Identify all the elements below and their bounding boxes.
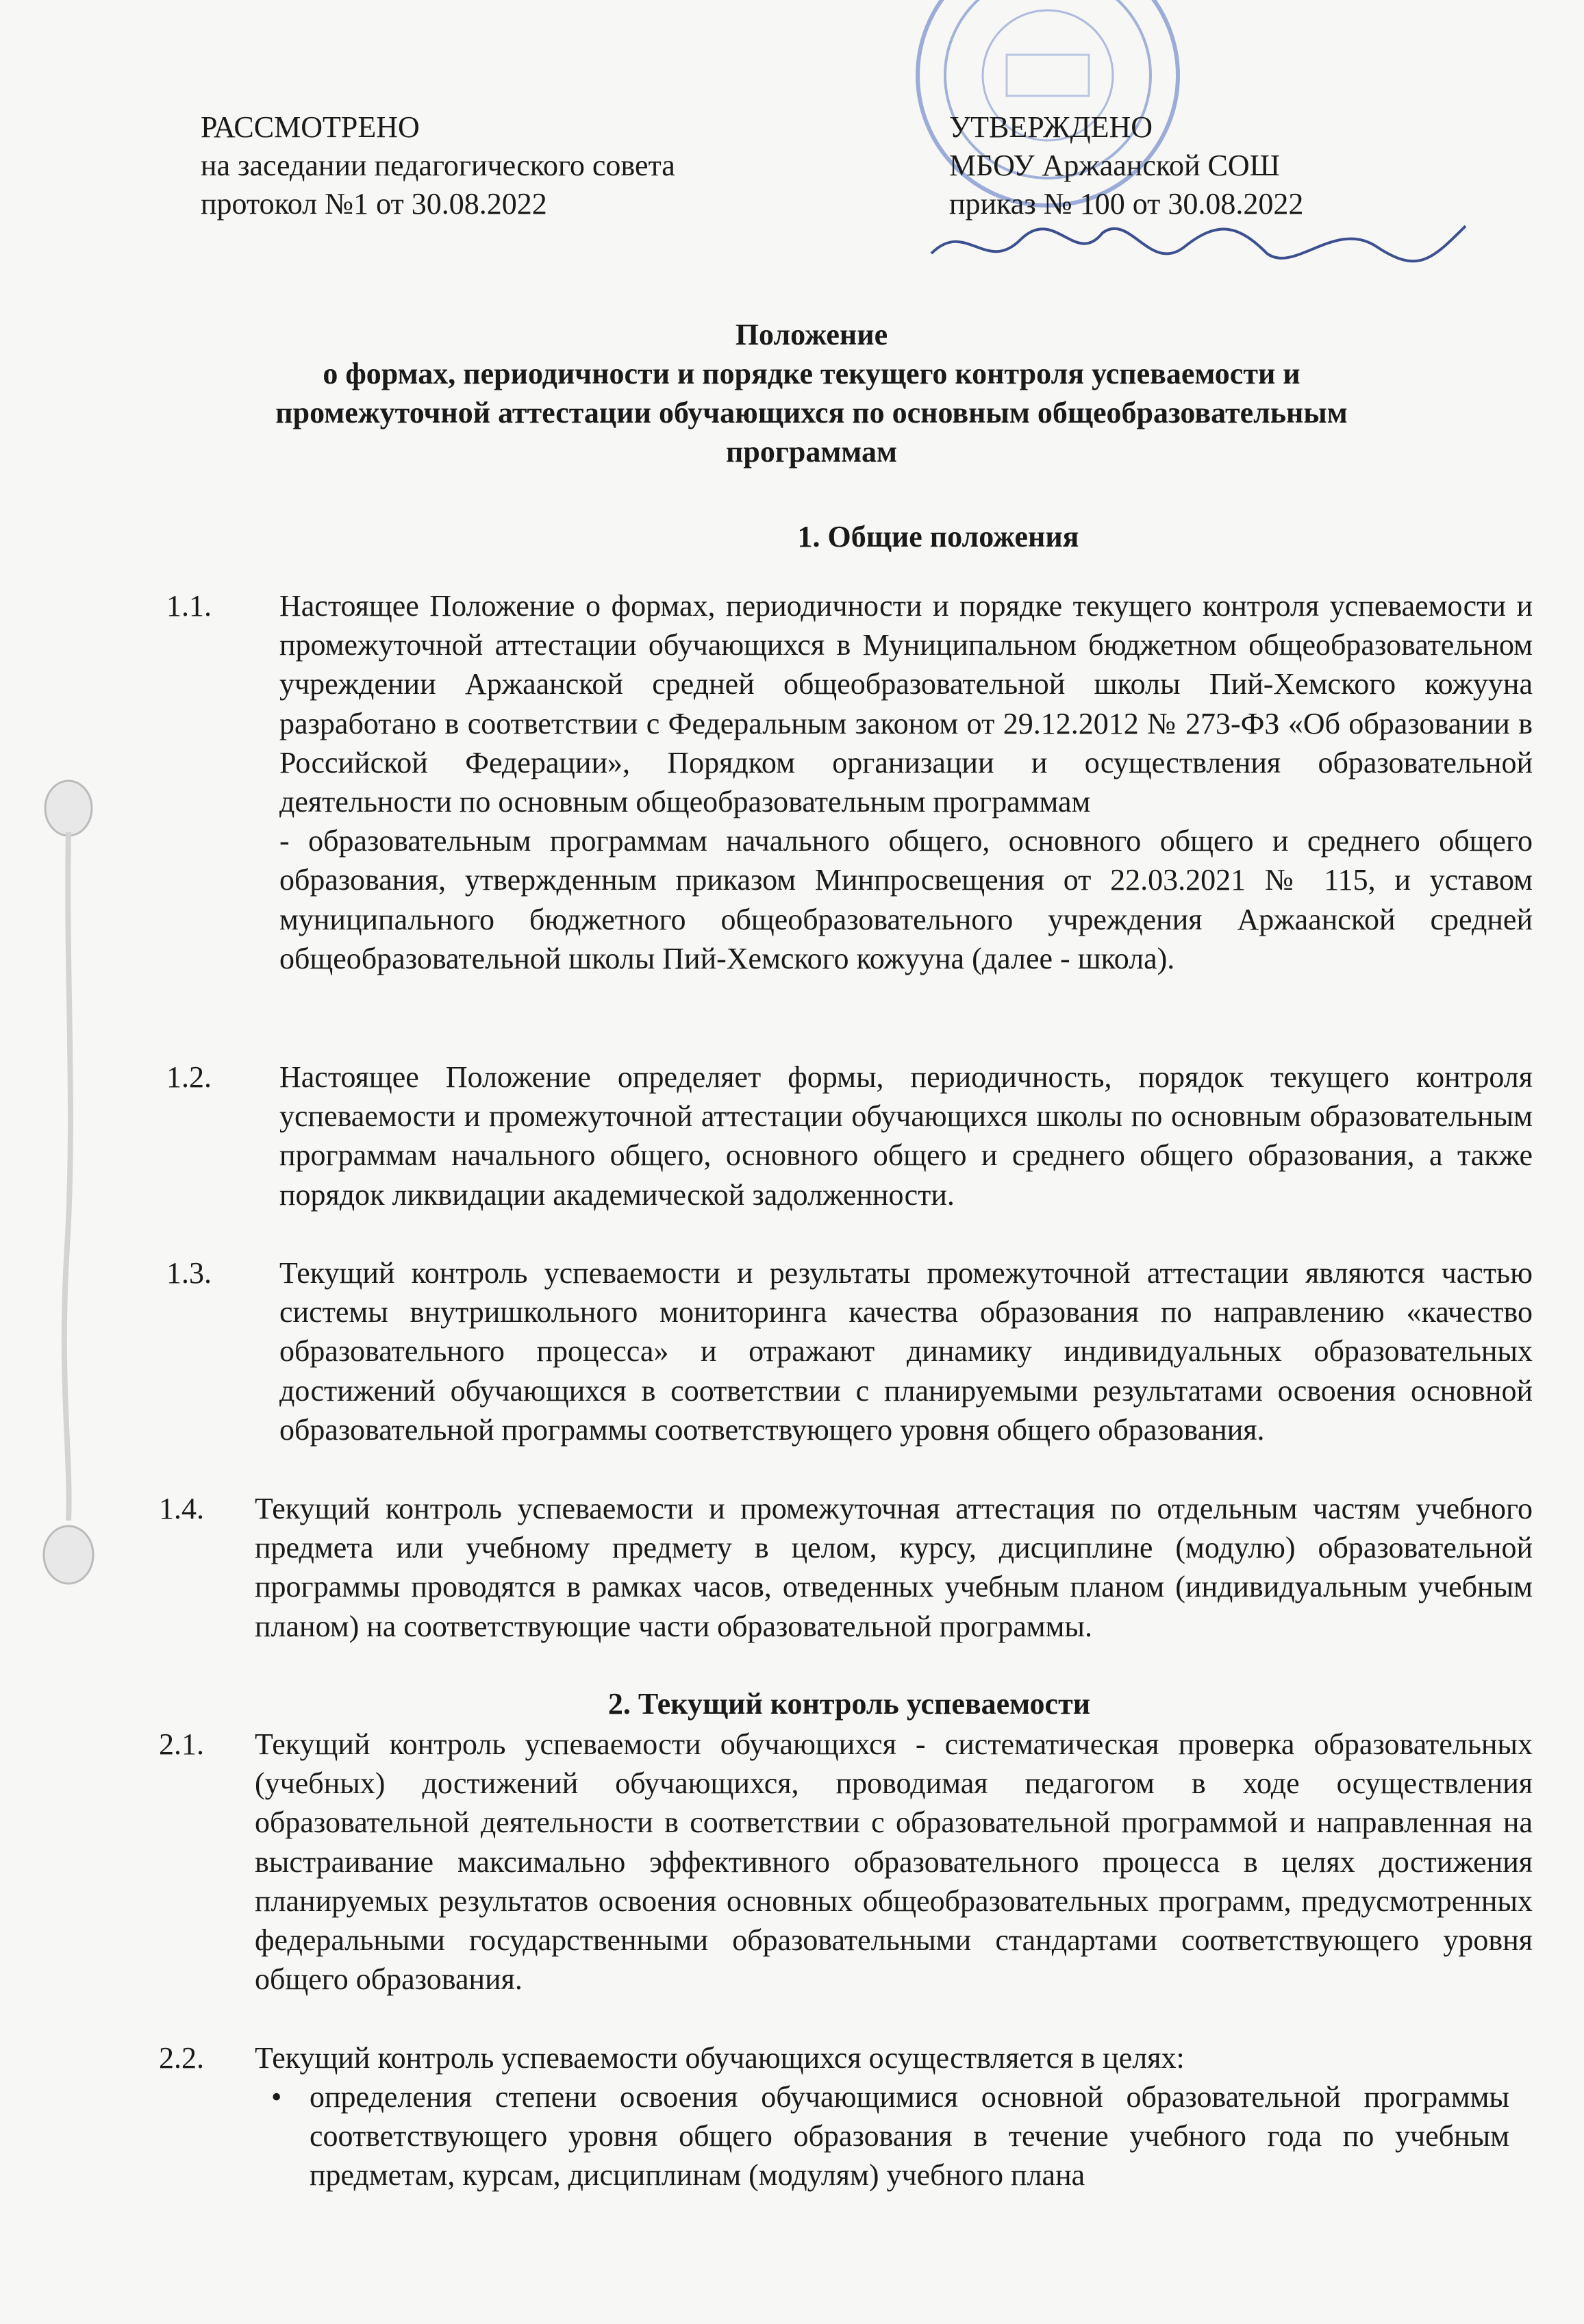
paragraph-number: 2.1. [159, 1727, 204, 1761]
section-2-heading: 2. Текущий контроль успеваемости [607, 1687, 1091, 1721]
paragraph-2-1 [159, 1725, 1533, 1999]
paragraph-number: 1.3. [166, 1256, 212, 1290]
paragraph-1-1 [166, 586, 1533, 978]
paragraph-text: Настоящее Положение о формах, периодичности и порядке текущего контроля успеваемости и промежуточной аттестации обучающихся в Муниципальном бюджетном общеобразовательном учреждении Аржаанской средней общеобразовательной школы Пий-Хемского кожууна разработано в соответствии с Федеральным законом от 29.12.2012 № 273-ФЗ «Об образовании в Российской Федерации», Порядком организации и осуществления образовательной деятельности по основным общеобразовательным программам [279, 589, 1533, 819]
paragraph-1-3 [166, 1253, 1533, 1449]
title-line-4: программам [726, 435, 897, 468]
section-1-heading: 1. Общие положения [797, 520, 1079, 553]
approval-block-approved [949, 108, 1566, 223]
title-line-1: Положение [735, 318, 888, 351]
bullet-dot-icon: • [271, 2080, 282, 2114]
considered-label: РАССМОТРЕНО [201, 110, 420, 144]
approved-label: УТВЕРЖДЕНО [949, 110, 1153, 144]
paragraph-text: Текущий контроль успеваемости и результаты промежуточной аттестации являются частью системы внутришкольного мониторинга качества образования по направлению «качество образовательного процесса» и отражают динамику индивидуальных образовательных достижений обучающихся в соответствии с планируемыми результатами освоения основной образовательной программы соответствующего уровня общего образования. [279, 1256, 1533, 1447]
paragraph-text: Текущий контроль успеваемости обучающихся осуществляется в целях: [255, 2041, 1185, 2075]
paragraph-1-4 [159, 1489, 1533, 1646]
bullet-item [271, 2077, 1509, 2195]
paragraph-1-2 [166, 1058, 1533, 1214]
title-line-3: промежуточной аттестации обучающихся по основным общеобразовательным [275, 396, 1348, 429]
considered-body: на заседании педагогического совета [201, 149, 675, 182]
paragraph-number: 1.1. [166, 589, 212, 623]
paragraph-number: 2.2. [159, 2041, 204, 2075]
paragraph-text-continued: - образовательным программам начального общего, основного общего и среднего общего образования, утвержденным приказом Минпросвещения от 22.03.2021 № 115, и уставом муниципального бюджетного общеобразовательного учреждения Аржаанской средней общеобразовательной школы Пий-Хемского кожууна (далее - школа). [279, 824, 1533, 975]
considered-protocol: протокол №1 от 30.08.2022 [201, 187, 547, 221]
paragraph-number: 1.2. [166, 1060, 212, 1094]
paragraph-text: Текущий контроль успеваемости обучающихся - систематическая проверка образовательных (учебных) достижений обучающихся, проводимая педагогом в ходе осуществления образовательной деятельности в соответствии с образовательной программой и направленная на выстраивание максимально эффективного образовательного процесса в целях достижения планируемых результатов освоения основных общеобразовательных программ, предусмотренных федеральными государственными образовательными стандартами соответствующего уровня общего образования. [255, 1727, 1533, 1997]
title-line-2: о формах, периодичности и порядке текущего контроля успеваемости и [323, 357, 1300, 390]
approval-block-considered [201, 108, 817, 223]
document-title [164, 315, 1459, 471]
binding-string-icon [0, 767, 137, 1589]
paragraph-text: Текущий контроль успеваемости и промежуточная аттестация по отдельным частям учебного предмета или учебному предмету в целом, курсу, дисциплине (модулю) образовательной программы проводятся в рамках часов, отведенных учебным планом (индивидуальным учебным планом) на соответствующие части образовательной программы. [255, 1492, 1533, 1643]
bullet-text: определения степени освоения обучающимися основной образовательной программы соответствующего уровня общего образования в течение учебного года по учебным предметам, курсам, дисциплинам (модулям) учебного плана [310, 2080, 1509, 2192]
paragraph-text: Настоящее Положение определяет формы, периодичность, порядок текущего контроля успеваемости и промежуточной аттестации обучающихся школы по основным образовательным программам начального общего, основного общего и среднего общего образования, а также порядок ликвидации академической задолженности. [279, 1060, 1533, 1212]
approved-org: МБОУ Аржаанской СОШ [949, 149, 1281, 182]
approved-order: приказ № 100 от 30.08.2022 [949, 187, 1304, 221]
paragraph-2-2 [159, 2038, 1533, 2077]
paragraph-number: 1.4. [159, 1492, 204, 1525]
